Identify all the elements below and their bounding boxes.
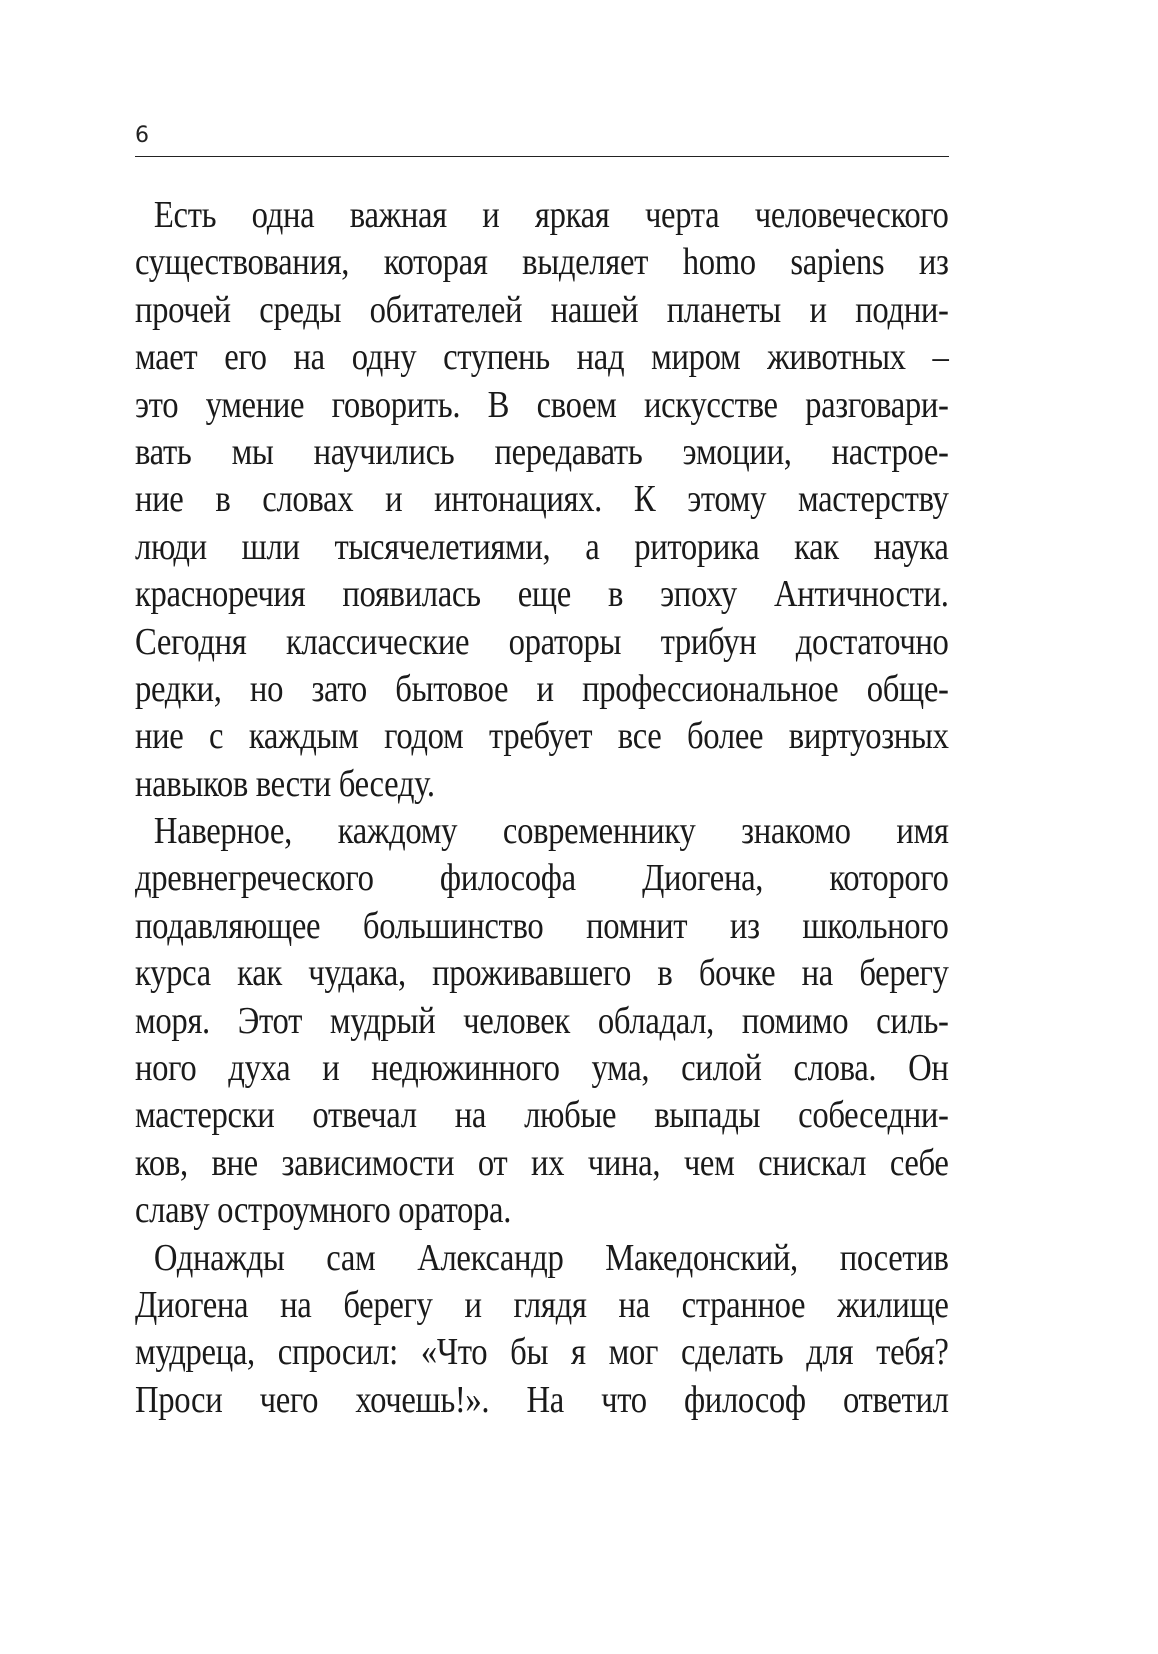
text-line: мудреца, спросил: «Что бы я мог сделать для тебя? [135,1331,949,1374]
text-line: навыков вести беседу. [135,762,435,805]
text-line: редки, но зато бытовое и профессиональное обще- [135,667,949,710]
text-line: ков, вне зависимости от их чина, чем снискал себе [135,1141,949,1184]
text-line: Однажды сам Александр Македонский, посетив [153,1236,949,1279]
text-line: мастерски отвечал на любые выпады собеседни- [135,1094,949,1137]
text-line: моря. Этот мудрый человек обладал, помимо силь- [135,999,949,1042]
text-line: Наверное, каждому современнику знакомо имя [153,810,949,853]
text-line: мает его на одну ступень над миром животных – [135,336,949,379]
header-rule [135,156,949,157]
text-line: подавляющее большинство помнит из школьного [135,904,949,947]
text-line: Есть одна важная и яркая черта человеческого [153,194,949,236]
text-line: ние с каждым годом требует все более виртуозных [135,715,949,758]
text-line: Сегодня классические ораторы трибун достаточно [135,620,949,663]
text-line: прочей среды обитателей нашей планеты и подни- [135,288,949,331]
page-number: 6 [135,123,149,148]
text-line: курса как чудака, проживавшего в бочке на берегу [135,952,949,995]
text-line: Диогена на берегу и глядя на странное жилище [135,1283,949,1326]
text-line: Проси чего хочешь!». На что философ ответил [135,1378,949,1421]
text-line: древнегреческого философа Диогена, которого [135,857,949,900]
text-line: славу остроумного оратора. [135,1189,512,1232]
text-line: красноречия появилась еще в эпоху Античности. [135,573,949,616]
text-line: ние в словах и интонациях. К этому мастерству [135,478,949,521]
text-line: люди шли тысячелетиями, а риторика как наука [135,525,949,568]
running-head [135,118,949,154]
text-line: ного духа и недюжинного ума, силой слова. Он [135,1047,949,1090]
text-line: вать мы научились передавать эмоции, настрое- [135,430,949,473]
text-line: существования, которая выделяет homo sapiens из [135,241,949,284]
body-text [135,192,949,1424]
book-page [135,0,949,1654]
text-line: это умение говорить. В своем искусстве разговари- [135,383,949,426]
